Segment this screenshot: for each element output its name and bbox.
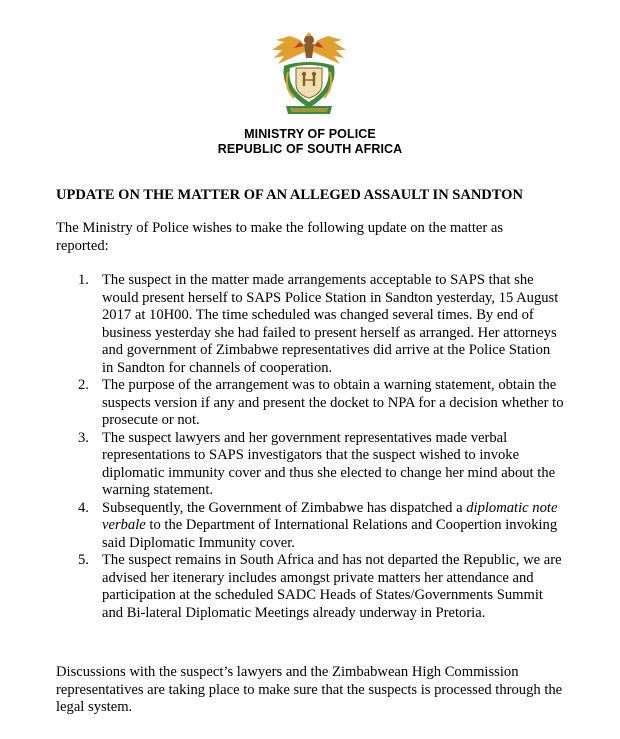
list-item <box>78 272 564 377</box>
list-item-text: The suspect remains in South Africa and has not departed the Republic, we are advised her itenerary includes amongst private matters her attendance and participation at the scheduled SADC Heads of States/Governments Summit and Bi-lateral Diplomatic Meetings already underway in Pretoria. <box>102 552 562 621</box>
list-item-text: The suspect in the matter made arrangements acceptable to SAPS that she would present herself to SAPS Police Station in Sandton yesterday, 15 August 2017 at 10H00. The time scheduled was changed several times. By end of business yesterday she had failed to present herself as arranged. Her attorneys and government of Zimbabwe representatives did arrive at the Police Station in Sandton for channels of cooperation. <box>102 272 559 376</box>
list-item <box>78 500 564 553</box>
list-item-text-start: Subsequently, the Government of Zimbabwe has dispatched a <box>102 499 467 516</box>
list-item <box>78 552 564 622</box>
list-number: 5. <box>78 552 89 568</box>
ministry-name: MINISTRY OF POLICE <box>244 127 376 141</box>
intro-paragraph: The Ministry of Police wishes to make the following update on the matter as reported: <box>56 220 504 254</box>
list-item-text: The suspect lawyers and her government representatives made verbal representations to SAPS investigators that the suspect wished to invoke diplomatic immunity cover and thus she elected to change her mind about the warning statement. <box>102 429 556 498</box>
statement-title: UPDATE ON THE MATTER OF AN ALLEGED ASSAULT IN SANDTON <box>56 187 523 203</box>
update-list <box>78 272 564 622</box>
list-item-text-end: to the Department of International Relations and Coopertion invoking said Diplomatic Immunity cover. <box>102 517 558 551</box>
coat-of-arms-icon <box>264 28 354 120</box>
diplomatic-note-term: diplomatic note verbale <box>102 499 558 533</box>
ministry-header <box>0 127 620 157</box>
list-number: 4. <box>78 499 89 516</box>
list-number: 1. <box>78 272 89 288</box>
list-item-text <box>102 500 557 551</box>
list-item-text: The purpose of the arrangement was to obtain a warning statement, obtain the suspects version if any and present the docket to NPA for a decision whether to prosecute or not. <box>102 377 564 428</box>
list-number: 3. <box>78 429 89 446</box>
country-name: REPUBLIC OF SOUTH AFRICA <box>217 142 403 156</box>
closing-paragraph: Discussions with the suspect’s lawyers and the Zimbabwean High Commission representatives are taking place to make sure that the suspects is processed through the legal system. <box>56 664 563 715</box>
list-item <box>78 430 564 500</box>
list-number: 2. <box>78 377 89 393</box>
list-item <box>78 377 564 430</box>
